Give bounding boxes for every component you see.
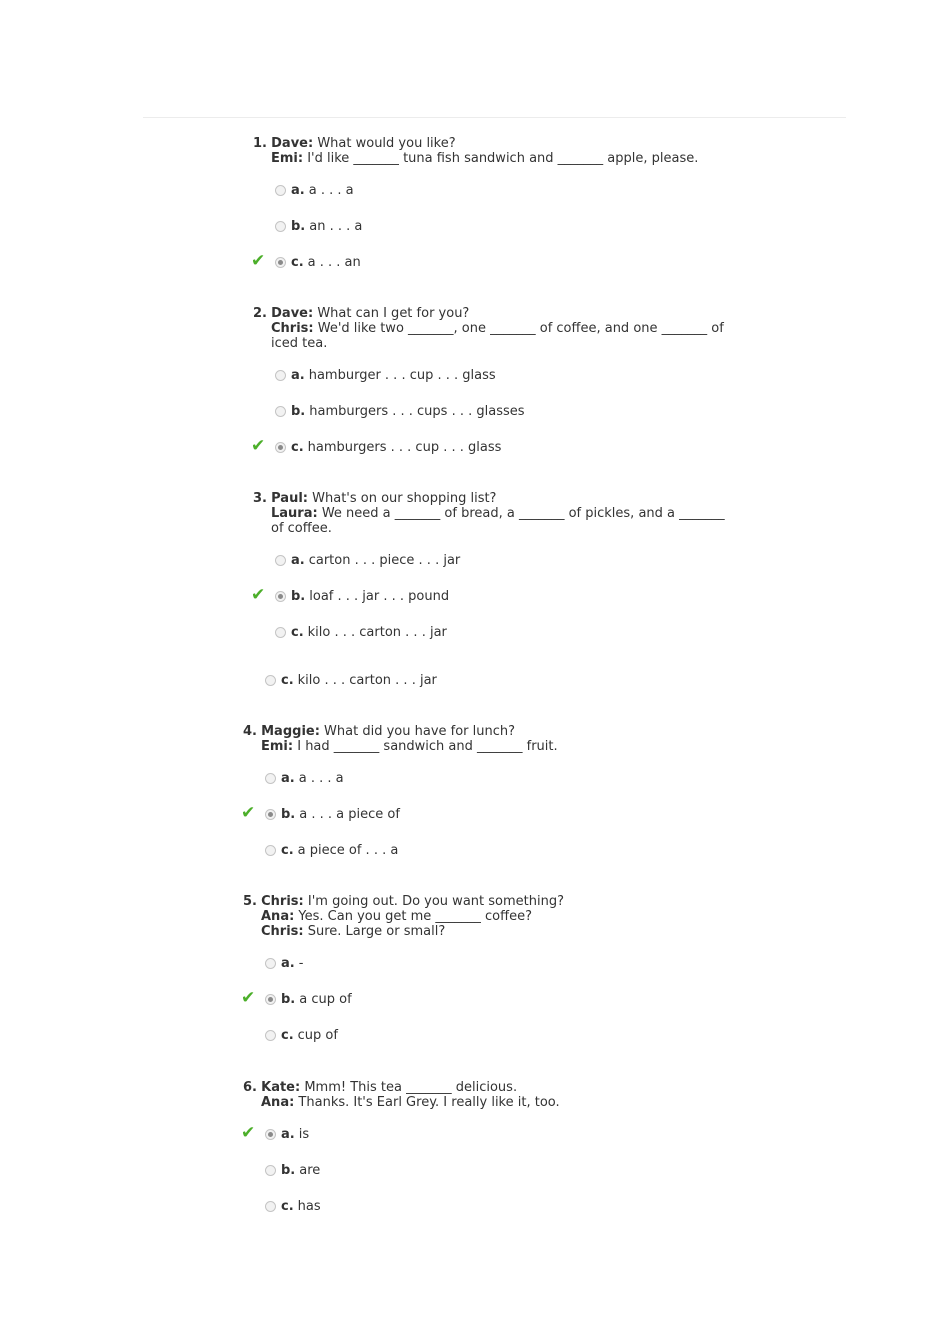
dialogue-text: I'd like _______ tuna fish sandwich and _______ apple, please.: [303, 151, 699, 166]
option-letter: a.: [291, 553, 305, 568]
speaker-name: Chris:: [261, 924, 304, 939]
question-1: [253, 136, 698, 291]
speaker-name: Maggie:: [261, 724, 320, 739]
answer-options: [253, 183, 698, 291]
radio-button[interactable]: [275, 257, 286, 268]
option-text: are: [299, 1163, 321, 1178]
question-6: [243, 1080, 560, 1235]
checkmark-icon: ✔: [251, 585, 266, 605]
question-stem: [253, 306, 724, 351]
radio-button[interactable]: [265, 1165, 276, 1176]
dialogue-line: [253, 521, 725, 536]
radio-button[interactable]: [265, 675, 276, 686]
speaker-name: Paul:: [271, 491, 308, 506]
dialogue-line: [253, 306, 724, 321]
option-text: a . . . an: [307, 255, 361, 270]
dialogue-line: [243, 924, 564, 939]
radio-button[interactable]: [265, 809, 276, 820]
option-letter: b.: [281, 992, 296, 1007]
answer-option-a[interactable]: [265, 956, 564, 992]
option-text: a . . . a piece of: [299, 807, 400, 822]
question-number: 6.: [243, 1080, 257, 1095]
dialogue-line: [243, 1095, 560, 1110]
radio-button[interactable]: [265, 1201, 276, 1212]
question-number: 4.: [243, 724, 257, 739]
option-letter: b.: [281, 1163, 296, 1178]
answer-option-a[interactable]: [275, 368, 724, 404]
option-letter: a.: [281, 771, 295, 786]
dialogue-text: What can I get for you?: [313, 306, 470, 321]
answer-option-c[interactable]: [265, 1028, 564, 1064]
question-stem: [243, 1080, 560, 1110]
speaker-name: Ana:: [261, 909, 295, 924]
dialogue-text: of coffee.: [271, 521, 332, 536]
option-text: kilo . . . carton . . . jar: [307, 625, 447, 640]
option-text: has: [297, 1199, 321, 1214]
dialogue-text: We need a _______ of bread, a _______ of pickles, and a _______: [317, 506, 725, 521]
dialogue-line: [243, 894, 564, 909]
radio-button[interactable]: [275, 406, 286, 417]
answer-option-a[interactable]: [265, 771, 558, 807]
answer-option-c[interactable]: [275, 625, 725, 661]
option-letter: b.: [281, 807, 296, 822]
radio-button[interactable]: [265, 1129, 276, 1140]
option-letter: a.: [291, 183, 305, 198]
option-text: loaf . . . jar . . . pound: [309, 589, 450, 604]
checkmark-icon: ✔: [251, 436, 266, 456]
answer-option-b[interactable]: [265, 1163, 560, 1199]
dialogue-line: [253, 151, 698, 166]
option-text: is: [298, 1127, 310, 1142]
option-letter: b.: [291, 589, 306, 604]
answer-option-b[interactable]: [275, 219, 698, 255]
question-stem: [243, 894, 564, 939]
option-letter: b.: [291, 219, 306, 234]
radio-button[interactable]: [275, 442, 286, 453]
option-text: a piece of . . . a: [297, 843, 399, 858]
option-letter: c.: [291, 255, 304, 270]
question-number: 1.: [253, 136, 267, 151]
option-letter: c.: [291, 440, 304, 455]
answer-options: [243, 771, 558, 879]
dialogue-line: [243, 909, 564, 924]
radio-button[interactable]: [265, 845, 276, 856]
question-2: [253, 306, 724, 476]
answer-option-b[interactable]: [251, 585, 725, 625]
radio-button[interactable]: [265, 958, 276, 969]
option-text: carton . . . piece . . . jar: [308, 553, 461, 568]
option-text: kilo . . . carton . . . jar: [297, 673, 437, 688]
speaker-name: Emi:: [271, 151, 304, 166]
radio-button[interactable]: [275, 370, 286, 381]
answer-options: [253, 553, 725, 661]
radio-button[interactable]: [275, 627, 286, 638]
dialogue-text: Mmm! This tea _______ delicious.: [300, 1080, 518, 1095]
option-letter: a.: [291, 368, 305, 383]
answer-option-c[interactable]: [251, 436, 724, 476]
answer-option-a[interactable]: [275, 553, 725, 589]
question-stem: [243, 724, 558, 754]
option-text: hamburgers . . . cup . . . glass: [307, 440, 502, 455]
option-text: a cup of: [299, 992, 352, 1007]
speaker-name: Kate:: [261, 1080, 301, 1095]
option-text: a . . . a: [298, 771, 344, 786]
question-number: 2.: [253, 306, 267, 321]
dialogue-text: We'd like two _______, one _______ of coffee, and one _______ of: [313, 321, 724, 336]
dialogue-line: [253, 321, 724, 336]
answer-option-b[interactable]: [241, 988, 564, 1028]
speaker-name: Chris:: [261, 894, 304, 909]
radio-button[interactable]: [275, 591, 286, 602]
dialogue-text: What would you like?: [313, 136, 456, 151]
answer-options: [253, 368, 724, 476]
radio-button[interactable]: [275, 221, 286, 232]
dialogue-text: iced tea.: [271, 336, 328, 351]
answer-option-b[interactable]: [275, 404, 724, 440]
radio-button[interactable]: [275, 555, 286, 566]
answer-option-c[interactable]: [265, 1199, 560, 1235]
dialogue-text: Sure. Large or small?: [303, 924, 446, 939]
option-text: hamburgers . . . cups . . . glasses: [309, 404, 525, 419]
checkmark-icon: ✔: [241, 1123, 256, 1143]
dialogue-line: [253, 136, 698, 151]
answer-option-a[interactable]: [275, 183, 698, 219]
question-3: [253, 491, 725, 661]
checkmark-icon: ✔: [241, 803, 256, 823]
option-letter: c.: [281, 1028, 294, 1043]
speaker-name: Chris:: [271, 321, 314, 336]
question-stem: [253, 491, 725, 536]
option-text: an . . . a: [309, 219, 363, 234]
answer-options: [243, 956, 564, 1064]
dialogue-line: [243, 739, 558, 754]
question-4: [243, 724, 558, 879]
option-letter: a.: [281, 956, 295, 971]
speaker-name: Dave:: [271, 306, 314, 321]
option-letter: c.: [281, 843, 294, 858]
dialogue-text: Thanks. It's Earl Grey. I really like it, too.: [294, 1095, 560, 1110]
option-letter: c.: [291, 625, 304, 640]
radio-button[interactable]: [275, 185, 286, 196]
radio-button[interactable]: [265, 773, 276, 784]
speaker-name: Emi:: [261, 739, 294, 754]
question-number: 3.: [253, 491, 267, 506]
option-text: a . . . a: [308, 183, 354, 198]
dialogue-text: What did you have for lunch?: [319, 724, 516, 739]
speaker-name: Dave:: [271, 136, 314, 151]
option-text: -: [298, 956, 304, 971]
radio-button[interactable]: [265, 994, 276, 1005]
option-letter: c.: [281, 673, 294, 688]
option-letter: c.: [281, 1199, 294, 1214]
option-text: hamburger . . . cup . . . glass: [308, 368, 496, 383]
radio-button[interactable]: [265, 1030, 276, 1041]
answer-options: [241, 1123, 560, 1235]
dialogue-text: I'm going out. Do you want something?: [303, 894, 564, 909]
dialogue-text: Yes. Can you get me _______ coffee?: [294, 909, 532, 924]
answer-option-a[interactable]: [241, 1123, 560, 1163]
question-number: 5.: [243, 894, 257, 909]
dialogue-line: [243, 1080, 560, 1095]
dialogue-text: I had _______ sandwich and _______ fruit.: [293, 739, 558, 754]
question-stem: [253, 136, 698, 166]
checkmark-icon: ✔: [251, 251, 266, 271]
dialogue-line: [253, 491, 725, 506]
speaker-name: Laura:: [271, 506, 318, 521]
answer-option-c[interactable]: [251, 251, 698, 291]
dialogue-line: [253, 336, 724, 351]
option-letter: b.: [291, 404, 306, 419]
dialogue-text: What's on our shopping list?: [308, 491, 497, 506]
dialogue-line: [243, 724, 558, 739]
option-letter: a.: [281, 1127, 295, 1142]
checkmark-icon: ✔: [241, 988, 256, 1008]
top-divider: [143, 117, 846, 118]
duplicate-option-c[interactable]: [265, 673, 437, 688]
dialogue-line: [253, 506, 725, 521]
question-5: [243, 894, 564, 1064]
speaker-name: Ana:: [261, 1095, 295, 1110]
answer-option-b[interactable]: [241, 803, 558, 843]
option-text: cup of: [297, 1028, 338, 1043]
answer-option-c[interactable]: [265, 843, 558, 879]
